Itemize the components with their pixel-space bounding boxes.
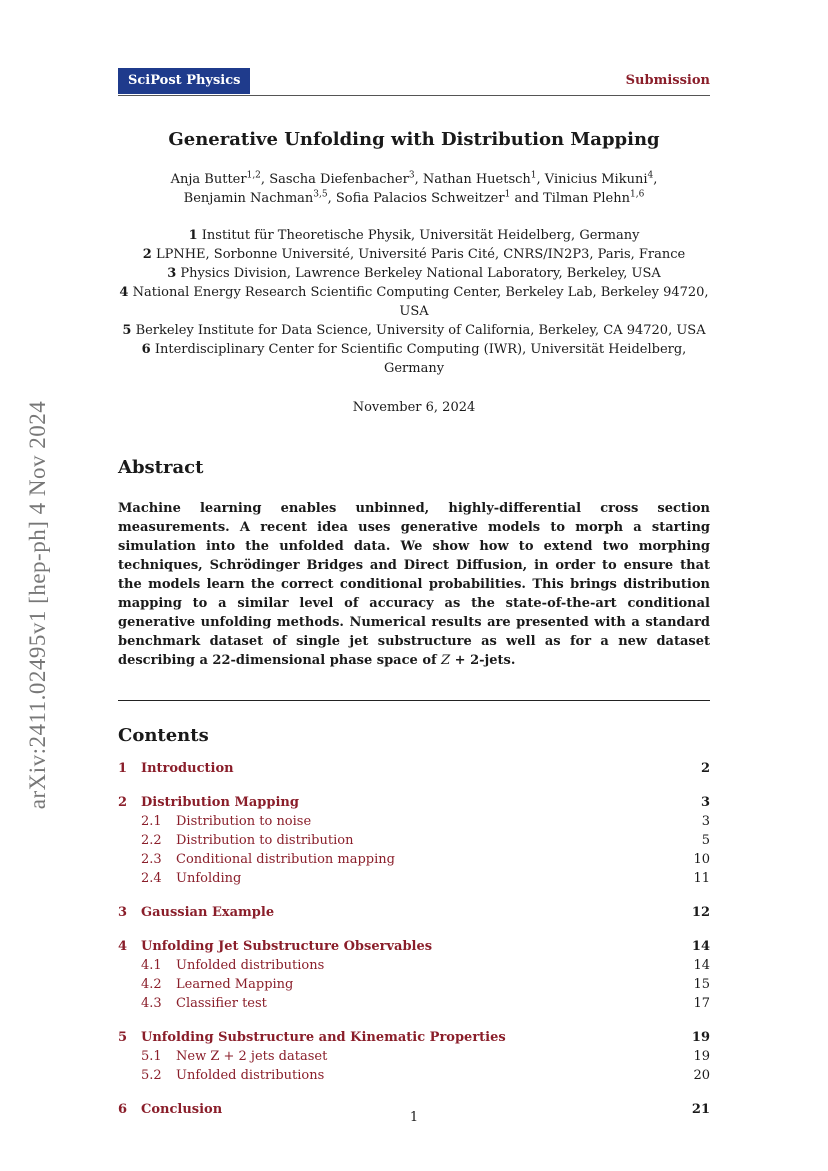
toc-section-link[interactable] [118, 937, 710, 956]
affiliation-text: Institut für Theoretische Physik, Universität Heidelberg, Germany [201, 228, 640, 243]
toc-subsection-page: 20 [693, 1068, 710, 1083]
journal-header [118, 68, 710, 96]
affiliation-number: 5 [122, 323, 132, 338]
author-affil-sup: 3,5 [313, 189, 328, 200]
toc-subsection-page: 5 [701, 833, 710, 848]
toc-section-title: Gaussian Example [141, 905, 275, 920]
toc-section-link[interactable] [118, 793, 710, 812]
toc-section-page: 2 [700, 761, 710, 776]
author-affil-sup: 1 [530, 170, 537, 181]
toc-subsection-page: 14 [693, 958, 710, 973]
toc-section-page: 12 [691, 905, 710, 920]
toc-subsection-number: 4.3 [141, 996, 162, 1011]
affiliation-text: Berkeley Institute for Data Science, University of California, Berkeley, CA 94720, USA [135, 323, 706, 338]
author-affil-sup: 1,6 [629, 189, 645, 200]
toc-subsection-link[interactable] [118, 1066, 710, 1085]
toc-subsection-page: 11 [693, 871, 710, 886]
paper-page [118, 68, 710, 1119]
table-of-contents [118, 759, 710, 1119]
affiliation-line [118, 340, 710, 378]
publication-date: November 6, 2024 [352, 400, 476, 415]
toc-section-title: Introduction [141, 761, 234, 776]
author-conjunction: and [514, 191, 539, 206]
toc-subsection-number: 4.2 [141, 977, 162, 992]
toc-section-link[interactable] [118, 903, 710, 922]
toc-subsection-number: 5.2 [141, 1068, 162, 1083]
toc-subsection-page: 17 [693, 996, 710, 1011]
toc-section-page: 19 [691, 1030, 710, 1045]
journal-badge: SciPost Physics [118, 68, 250, 94]
toc-subsection-link[interactable] [118, 956, 710, 975]
toc-section-number: 1 [118, 761, 128, 776]
toc-subsection-title: Unfolding [176, 871, 242, 886]
toc-subsection-title: Distribution to noise [176, 814, 312, 829]
toc-subsection-page: 15 [693, 977, 710, 992]
affiliation-text: Interdisciplinary Center for Scientific Computing (IWR), Universität Heidelberg, Germany [154, 342, 687, 376]
affiliation-number: 4 [119, 285, 129, 300]
paper-title: Generative Unfolding with Distribution Mapping [168, 129, 660, 150]
toc-subsection-link[interactable] [118, 975, 710, 994]
author-list: Anja Butter$^{1,2}$, Sascha Diefenbacher$^3$, Nathan Huetsch$^1$, Vinicius Mikuni$^4$, Benjamin Nachman$^{3,5}$, Sofia Palacios Schweitzer$^1$ and Tilman Plehn$^{1,6}$ [170, 170, 658, 206]
toc-subsection-number: 2.3 [141, 852, 162, 867]
toc-section-number: 4 [118, 939, 128, 954]
toc-subsection-title: Conditional distribution mapping [176, 852, 395, 867]
toc-section-title: Unfolding Jet Substructure Observables [141, 939, 433, 954]
toc-section-number: 5 [118, 1030, 128, 1045]
affiliation-list [118, 226, 710, 378]
author-name: Anja Butter [170, 172, 247, 187]
toc-subsection-title: Learned Mapping [176, 977, 294, 992]
affiliation-line [118, 283, 710, 321]
abstract-heading: Abstract [118, 457, 204, 478]
toc-subsection-page: 3 [701, 814, 710, 829]
author-name: Sascha Diefenbacher [269, 172, 409, 187]
abstract-body: Machine learning enables unbinned, highly-differential cross section measurements. A recent idea uses generative models to morph a starting simulation into the unfolded data. We show how to extend two morphing techniques, Schrödinger Bridges and Direct Diffusion, in order to ensure that the models learn the correct conditional probabilities. This brings distribution mapping to a similar level of accuracy as the state-of-the-art conditional generative unfolding methods. Numerical results are presented with a standard benchmark dataset of single jet substructure as well as for a new dataset describing a 22-dimensional phase space of [118, 501, 710, 668]
author-affil-sup: 1,2 [246, 170, 261, 181]
abstract-tail: + 2-jets. [450, 653, 516, 668]
toc-section-page: 3 [700, 795, 710, 810]
toc-subsection-title: Unfolded distributions [176, 1068, 325, 1083]
toc-subsection-link[interactable] [118, 831, 710, 850]
abstract-text [118, 499, 710, 670]
toc-section-number: 2 [118, 795, 128, 810]
author-affil-sup: 1 [504, 189, 511, 200]
affiliation-text: National Energy Research Scientific Computing Center, Berkeley Lab, Berkeley 94720, USA [132, 285, 709, 319]
affiliation-line [118, 226, 710, 245]
toc-subsection-number: 5.1 [141, 1049, 162, 1064]
author-name: Vinicius Mikuni [544, 172, 648, 187]
affiliation-number: 1 [188, 228, 198, 243]
toc-subsection-link[interactable] [118, 869, 710, 888]
affiliation-text: Physics Division, Lawrence Berkeley National Laboratory, Berkeley, USA [180, 266, 661, 281]
toc-section-link[interactable] [118, 759, 710, 778]
toc-subsection-number: 2.2 [141, 833, 162, 848]
toc-subsection-number: 2.4 [141, 871, 162, 886]
toc-section-title: Conclusion [141, 1102, 223, 1117]
toc-section-title: Unfolding Substructure and Kinematic Properties [141, 1030, 506, 1045]
submission-label: Submission [625, 73, 710, 88]
author-affil-sup: 3 [408, 170, 415, 181]
author-affil-sup: 4 [647, 170, 654, 181]
author-name: Sofia Palacios Schweitzer [335, 191, 505, 206]
toc-section-page: 14 [691, 939, 710, 954]
toc-subsection-link[interactable] [118, 850, 710, 869]
toc-subsection-page: 10 [693, 852, 710, 867]
contents-heading: Contents [118, 725, 209, 746]
toc-subsection-link[interactable] [118, 994, 710, 1013]
affiliation-number: 6 [141, 342, 151, 357]
affiliation-number: 2 [142, 247, 152, 262]
arxiv-identifier: arXiv:2411.02495v1 [hep-ph] 4 Nov 2024 [25, 400, 50, 810]
toc-subsection-number: 2.1 [141, 814, 162, 829]
toc-subsection-page: 19 [693, 1049, 710, 1064]
affiliation-line [118, 245, 710, 264]
toc-subsection-title: Classifier test [176, 996, 267, 1011]
toc-section-page: 21 [691, 1102, 710, 1117]
toc-section-number: 6 [118, 1102, 128, 1117]
affiliation-line [118, 321, 710, 340]
page-number: 1 [409, 1110, 419, 1125]
author-name: Benjamin Nachman [183, 191, 314, 206]
author-name: Tilman Plehn [543, 191, 630, 206]
affiliation-line [118, 264, 710, 283]
section-divider [118, 700, 710, 701]
affiliation-number: 3 [167, 266, 177, 281]
toc-subsection-title: Unfolded distributions [176, 958, 325, 973]
abstract-math: Z [441, 653, 451, 668]
affiliation-text: LPNHE, Sorbonne Université, Université Paris Cité, CNRS/IN2P3, Paris, France [155, 247, 686, 262]
toc-section-title: Distribution Mapping [141, 795, 299, 810]
toc-subsection-title: New Z + 2 jets dataset [176, 1049, 328, 1064]
toc-section-number: 3 [118, 905, 128, 920]
toc-subsection-link[interactable] [118, 812, 710, 831]
toc-subsection-title: Distribution to distribution [176, 833, 354, 848]
toc-subsection-link[interactable] [118, 1047, 710, 1066]
toc-subsection-number: 4.1 [141, 958, 162, 973]
author-name: Nathan Huetsch [422, 172, 531, 187]
toc-section-link[interactable] [118, 1028, 710, 1047]
